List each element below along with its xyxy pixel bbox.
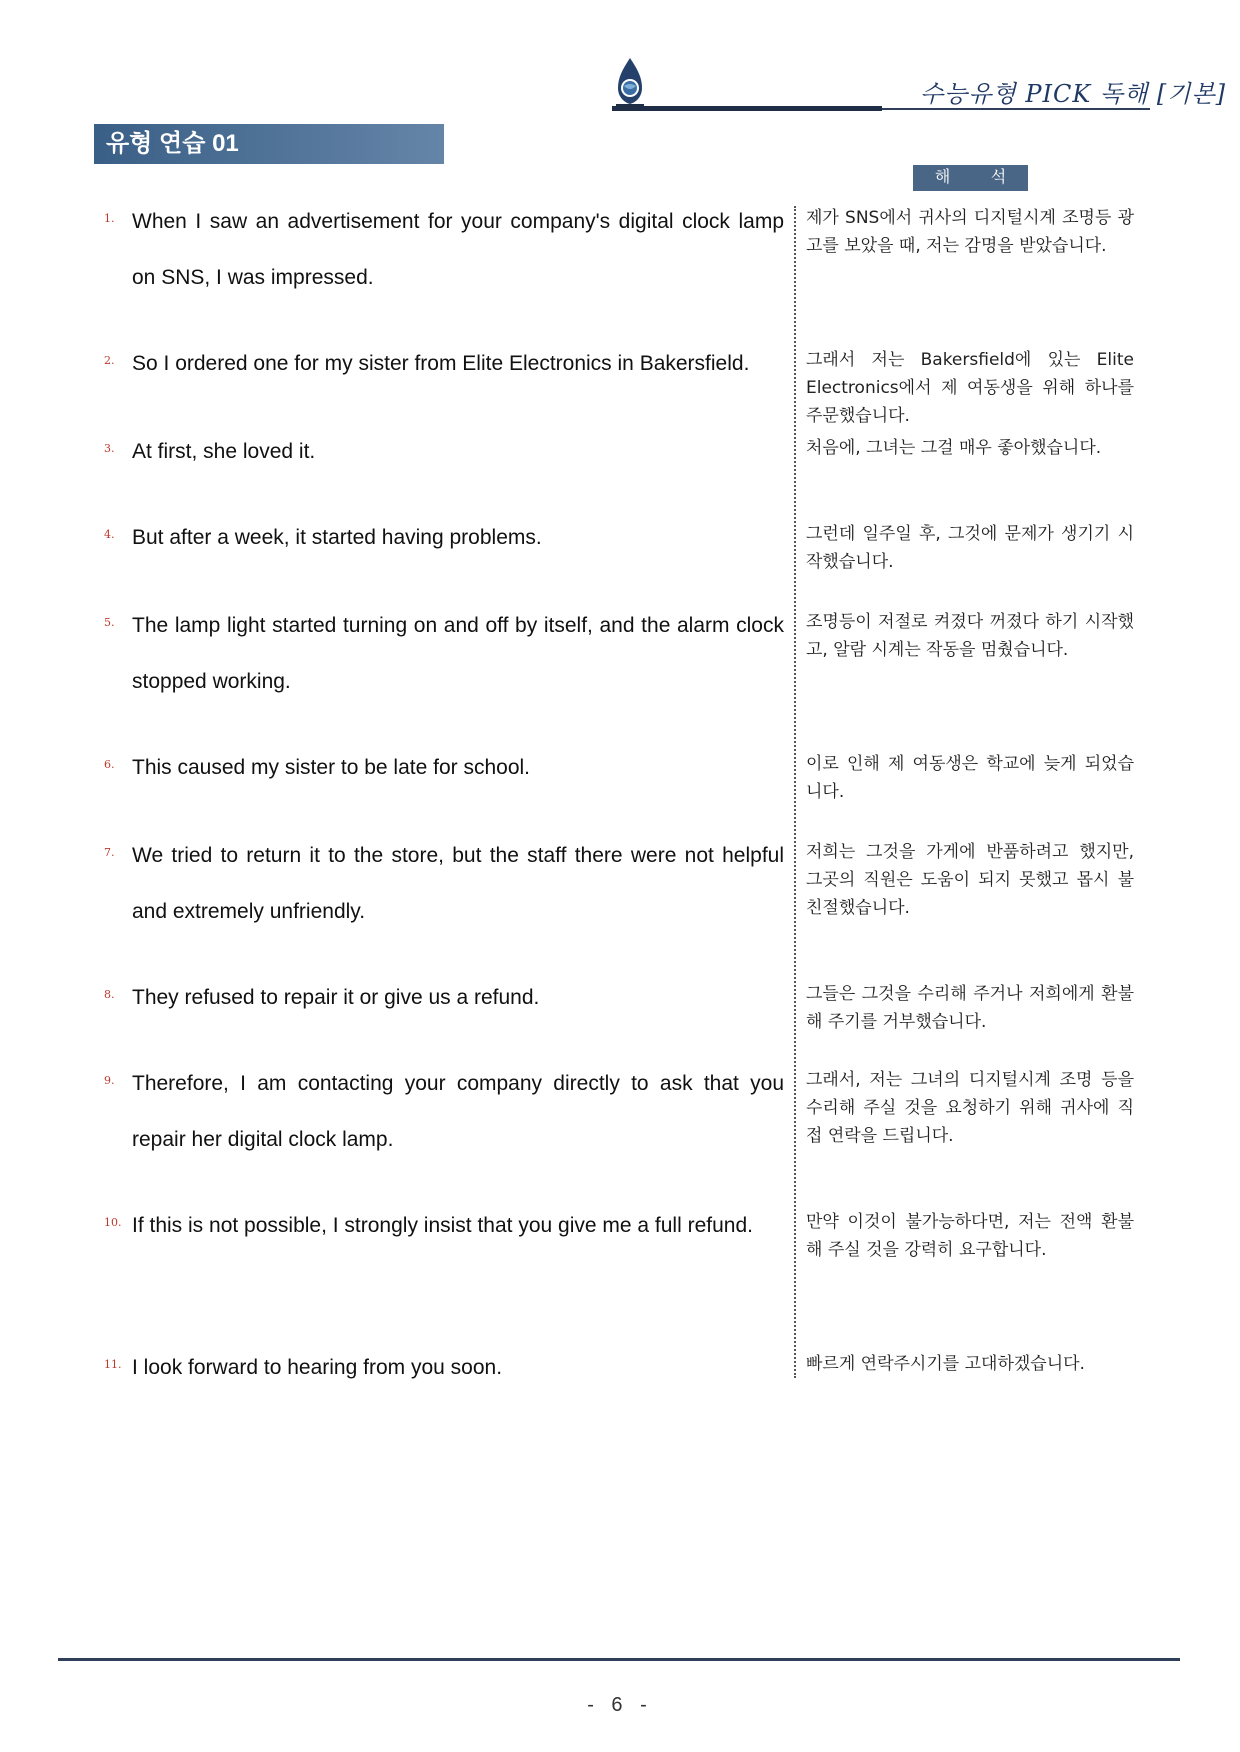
item-number: 7. <box>104 846 115 859</box>
english-sentence: But after a week, it started having problems. <box>132 526 542 549</box>
korean-translation: 제가 SNS에서 귀사의 디지털시계 조명등 광고를 보았을 때, 저는 감명을 받았습니다. <box>806 208 1134 256</box>
korean-translation: 그래서 저는 Bakersfield에 있는 Elite Electronics에서 제 여동생을 위해 하나를 주문했습니다. <box>806 350 1134 426</box>
item-number: 10. <box>104 1216 122 1229</box>
page-number: - 6 - <box>587 1694 653 1716</box>
fountain-pen-nib-icon <box>612 56 648 110</box>
korean-translation: 그들은 그것을 수리해 주거나 저희에게 환불해 주기를 거부했습니다. <box>806 984 1134 1032</box>
english-sentence: They refused to repair it or give us a refund. <box>132 986 540 1009</box>
korean-translation: 이로 인해 제 여동생은 학교에 늦게 되었습니다. <box>806 754 1134 802</box>
english-sentence: When I saw an advertisement for your company's digital clock lamp on SNS, I was impressed. <box>132 210 784 289</box>
english-sentence: At first, she loved it. <box>132 440 316 463</box>
korean-translation: 그래서, 저는 그녀의 디지털시계 조명 등을 수리해 주실 것을 요청하기 위해 귀사에 직접 연락을 드립니다. <box>806 1070 1134 1146</box>
header-rule-accent <box>612 106 882 111</box>
footer-rule <box>58 1658 1180 1661</box>
english-sentence: If this is not possible, I strongly insist that you give me a full refund. <box>132 1214 753 1237</box>
item-number: 1. <box>104 212 115 225</box>
korean-translation: 빠르게 연락주시기를 고대하겠습니다. <box>806 1354 1085 1374</box>
korean-translation: 만약 이것이 불가능하다면, 저는 전액 환불해 주실 것을 강력히 요구합니다. <box>806 1212 1134 1260</box>
korean-translation: 그런데 일주일 후, 그것에 문제가 생기기 시작했습니다. <box>806 524 1134 572</box>
item-number: 6. <box>104 758 115 771</box>
column-divider <box>794 206 796 1378</box>
item-number: 11. <box>104 1358 122 1371</box>
english-sentence: We tried to return it to the store, but the staff there were not helpful and extremely unfriendly. <box>132 844 784 923</box>
translation-label: 해 석 <box>913 165 1028 191</box>
item-number: 2. <box>104 354 115 367</box>
item-number: 8. <box>104 988 115 1001</box>
english-sentence: Therefore, I am contacting your company directly to ask that you repair her digital clock lamp. <box>132 1072 784 1151</box>
item-number: 9. <box>104 1074 115 1087</box>
section-title: 유형 연습 01 <box>94 124 444 164</box>
english-sentence: I look forward to hearing from you soon. <box>132 1356 503 1379</box>
item-number: 3. <box>104 442 115 455</box>
korean-translation: 저희는 그것을 가게에 반품하려고 했지만, 그곳의 직원은 도움이 되지 못했고 몹시 불친절했습니다. <box>806 842 1134 918</box>
english-sentence: This caused my sister to be late for school. <box>132 756 531 779</box>
english-sentence: The lamp light started turning on and off by itself, and the alarm clock stopped working. <box>132 614 784 693</box>
korean-translation: 조명등이 저절로 켜졌다 꺼졌다 하기 시작했고, 알람 시계는 작동을 멈췄습니다. <box>806 612 1134 660</box>
korean-translation: 처음에, 그녀는 그걸 매우 좋아했습니다. <box>806 438 1102 458</box>
header-title: 수능유형 PICK 독해 [기본] <box>920 80 1227 108</box>
item-number: 4. <box>104 528 115 541</box>
item-number: 5. <box>104 616 115 629</box>
english-sentence: So I ordered one for my sister from Elite Electronics in Bakersfield. <box>132 352 750 375</box>
